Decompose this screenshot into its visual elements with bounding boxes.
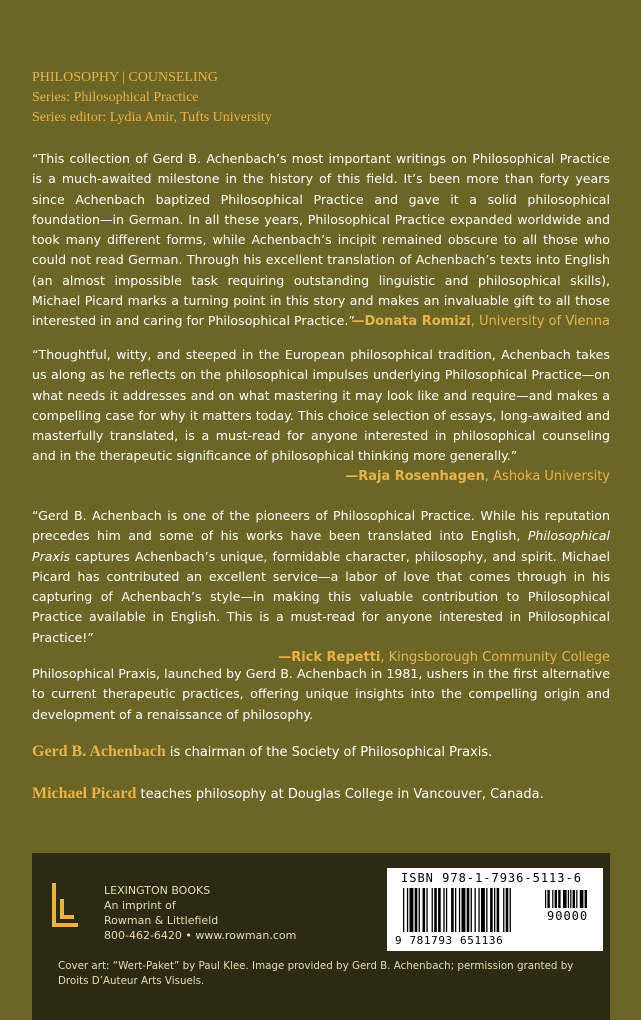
book-description: Philosophical Praxis, launched by Gerd B. Achenbach in 1981, ushers in the first alternative to current therapeutic practices, offering unique insights into the compelling origin and development of a renaissance of philosophy. bbox=[32, 666, 610, 722]
blurb-attribution: —Rick Repetti, Kingsborough Community College bbox=[278, 650, 610, 666]
reviewer-institution: , Ashoka University bbox=[484, 468, 610, 484]
cover-credit: Cover art: “Wert-Paket” by Paul Klee. Image provided by Gerd B. Achenbach; permission granted by Droits D’Auteur Arts Visuels. bbox=[58, 960, 574, 987]
blurb-text: “This collection of Gerd B. Achenbach’s most important writings on Philosophical Practice is a much-awaited milestone in the history of this field. It’s been more than forty years since Achenbach baptized Philosophical Practice and gave it a solid philosophical foundation—in German. In all these years, Philosophical Practice expanded worldwide and took many different forms, while Achenbach’s incipit remained obscure to all those who could not read German. Through his excellent translation of Achenbach’s texts into English (an almost impossible task requiring outstanding linguistic and philosophical skills), Michael Picard marks a turning point in this story and makes an invaluable gift to all those interested in and caring for Philosophical Practice.” bbox=[32, 151, 610, 329]
blurb-1 bbox=[32, 149, 610, 332]
author-name: Michael Picard bbox=[32, 785, 137, 802]
series-name: Series: Philosophical Practice bbox=[32, 90, 199, 105]
ean-digits: 9 781793 651136 bbox=[395, 934, 504, 947]
reviewer-institution: , University of Vienna bbox=[470, 313, 610, 329]
publisher-contact: 800-462-6420 • www.rowman.com bbox=[104, 929, 297, 942]
imprint-line: An imprint of bbox=[104, 899, 176, 912]
reviewer-institution: , Kingsborough Community College bbox=[380, 650, 610, 666]
publisher-name: LEXINGTON BOOKS bbox=[104, 884, 211, 897]
publisher-band bbox=[32, 853, 610, 1020]
reviewer-name: Donata Romizi bbox=[364, 313, 471, 329]
blurb-text: “Gerd B. Achenbach is one of the pioneers of Philosophical Practice. While his reputation precedes him and some of his works have been translated into English, Philosophical Praxis captures Achenbach’s unique, formidable character, philosophy, and spirit. Michael Picard has contributed an excellent service—a labor of love that comes through in his capturing of Achenbach’s style—in making this valuable contribution to Philosophical Practice available in English. This is a must-read for anyone interested in Philosophical Practice!” bbox=[32, 508, 610, 645]
isbn-barcode bbox=[387, 868, 603, 951]
author-bio-achenbach bbox=[32, 742, 622, 763]
author-bio: teaches philosophy at Douglas College in Vancouver, Canada. bbox=[136, 787, 544, 802]
isbn-label: ISBN 978-1-7936-5113-6 bbox=[401, 871, 582, 885]
author-name: Gerd B. Achenbach bbox=[32, 743, 166, 760]
author-bio-picard bbox=[32, 784, 622, 805]
author-bio: is chairman of the Society of Philosophical Praxis. bbox=[165, 745, 493, 760]
publisher-info bbox=[104, 883, 296, 943]
reviewer-name: Rick Repetti bbox=[291, 650, 381, 666]
series-editor: Series editor: Lydia Amir, Tufts University bbox=[32, 110, 272, 125]
blurb-attribution: —Raja Rosenhagen, Ashoka University bbox=[345, 468, 610, 484]
series-category: PHILOSOPHY | COUNSELING bbox=[32, 70, 218, 85]
blurb-3 bbox=[32, 506, 610, 668]
parent-publisher: Rowman & Littlefield bbox=[104, 914, 219, 927]
book-title-italic: Philosophical Praxis bbox=[32, 528, 610, 564]
blurb-2 bbox=[32, 345, 610, 487]
lexington-logo-icon bbox=[52, 883, 78, 927]
barcode-addon: 90000 bbox=[547, 909, 589, 923]
blurb-attribution: —Donata Romizi, University of Vienna bbox=[351, 313, 610, 329]
blurb-text: “Thoughtful, witty, and steeped in the European philosophical tradition, Achenbach takes us along as he reflects on the philosophical impulses underlying Philosophical Practice—on what needs it addresses and on what mastering it may look like and require—and makes a compelling case for why it matters today. This choice selection of essays, long-awaited and masterfully translated, is a must-read for anyone interested in philosophical counseling and in the therapeutic significance of philosophical thinking more generally.” bbox=[32, 347, 610, 464]
reviewer-name: Raja Rosenhagen bbox=[358, 468, 485, 484]
series-info bbox=[32, 68, 272, 128]
